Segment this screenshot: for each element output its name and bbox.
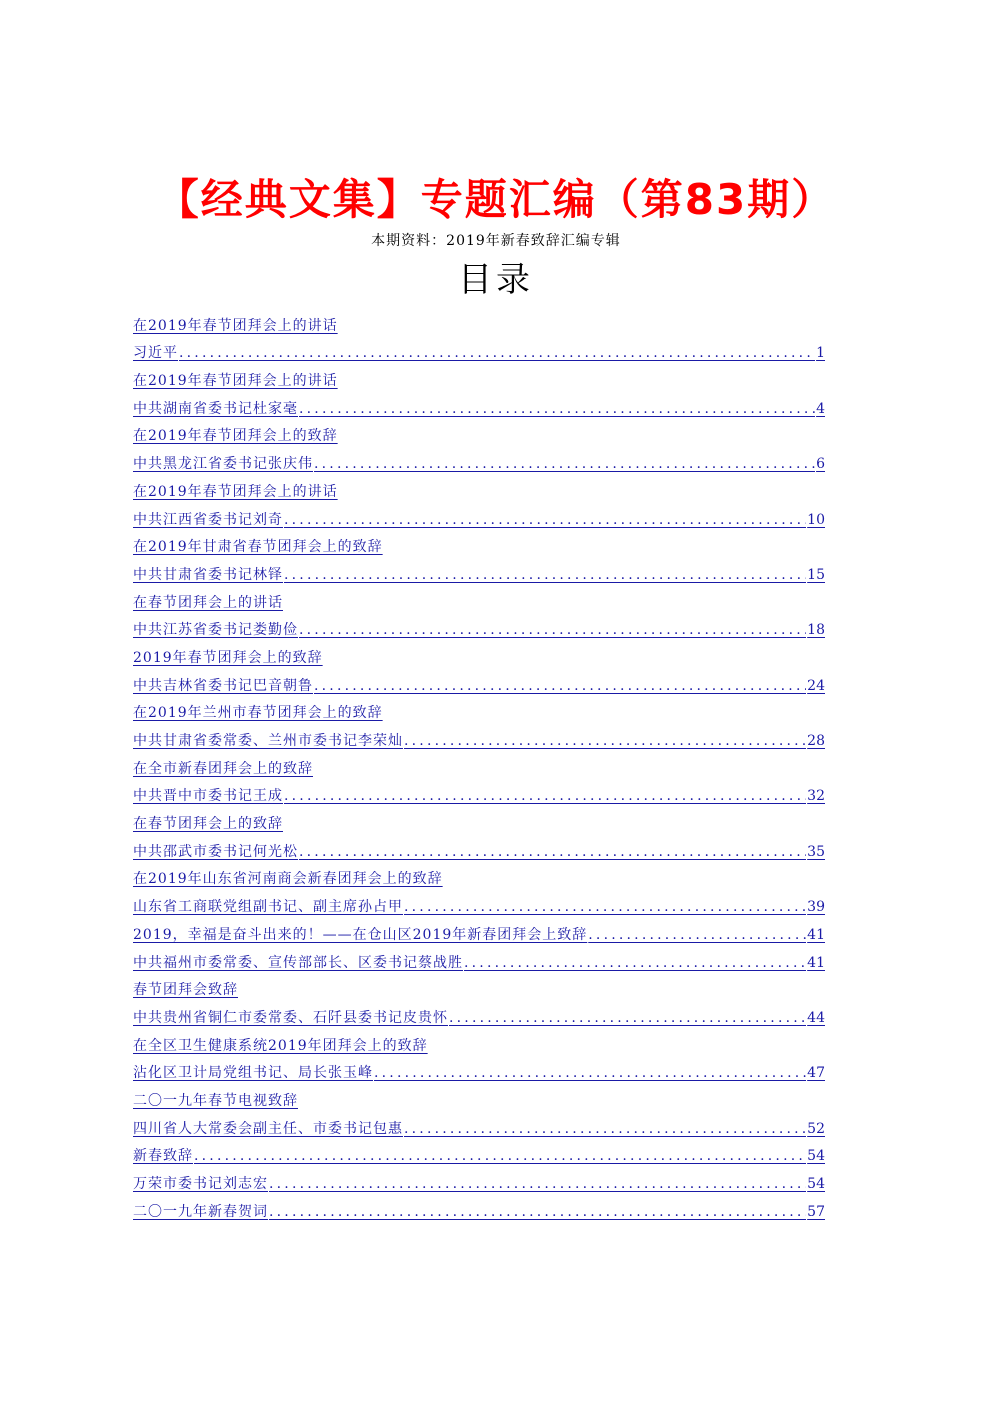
toc-entry[interactable] bbox=[133, 973, 825, 1001]
toc-entry-text[interactable]: 新春致辞 bbox=[133, 1148, 193, 1165]
toc-entry-text[interactable]: 在2019年春节团拜会上的致辞 bbox=[133, 428, 338, 445]
toc-dot-leader bbox=[299, 620, 806, 640]
toc-dot-leader bbox=[269, 1202, 806, 1222]
toc-entry-text[interactable]: 二〇一九年新春贺词 bbox=[133, 1203, 268, 1220]
toc-page-number[interactable]: 15 bbox=[807, 566, 825, 583]
toc-dot-leader bbox=[284, 565, 806, 585]
document-subtitle: 本期资料：2019年新春致辞汇编专辑 bbox=[371, 233, 621, 249]
toc-page-number[interactable]: 6 bbox=[816, 456, 825, 473]
toc-entry[interactable] bbox=[133, 502, 825, 530]
toc-entry-text[interactable]: 中共贵州省铜仁市委常委、石阡县委书记皮贵怀 bbox=[133, 1009, 448, 1026]
toc-entry[interactable] bbox=[133, 1166, 825, 1194]
toc-page-number[interactable]: 10 bbox=[807, 511, 825, 528]
toc-dot-leader bbox=[314, 454, 815, 474]
toc-entry-text[interactable]: 中共晋中市委书记王成 bbox=[133, 788, 283, 805]
toc-entry[interactable] bbox=[133, 1083, 825, 1111]
toc-entry-text[interactable]: 2019年春节团拜会上的致辞 bbox=[133, 649, 323, 666]
toc-entry-text[interactable]: 在2019年春节团拜会上的讲话 bbox=[133, 483, 338, 500]
toc-entry-text[interactable]: 在春节团拜会上的讲话 bbox=[133, 594, 283, 611]
toc-entry-text[interactable]: 2019，幸福是奋斗出来的！——在仓山区2019年新春团拜会上致辞 bbox=[133, 926, 588, 943]
toc-entry-text[interactable]: 山东省工商联党组副书记、副主席孙占甲 bbox=[133, 899, 403, 916]
toc-dot-leader bbox=[179, 343, 815, 363]
toc-entry-text[interactable]: 中共黑龙江省委书记张庆伟 bbox=[133, 456, 313, 473]
toc-entry[interactable] bbox=[133, 806, 825, 834]
toc-entry[interactable] bbox=[133, 613, 825, 641]
toc-dot-leader bbox=[404, 897, 806, 917]
toc-entry-text[interactable]: 在春节团拜会上的致辞 bbox=[133, 816, 283, 833]
toc-dot-leader bbox=[449, 1008, 806, 1028]
toc-page-number[interactable]: 41 bbox=[807, 926, 825, 943]
toc-entry[interactable] bbox=[133, 530, 825, 558]
toc-page-number[interactable]: 4 bbox=[816, 400, 825, 417]
toc-entry[interactable] bbox=[133, 1194, 825, 1222]
toc-entry-text[interactable]: 在2019年兰州市春节团拜会上的致辞 bbox=[133, 705, 383, 722]
toc-page-number[interactable]: 24 bbox=[807, 677, 825, 694]
toc-entry-text[interactable]: 沾化区卫计局党组书记、局长张玉峰 bbox=[133, 1065, 373, 1082]
toc-heading: 目录 bbox=[458, 260, 534, 300]
toc-entry[interactable] bbox=[133, 557, 825, 585]
toc-entry-text[interactable]: 中共甘肃省委书记林铎 bbox=[133, 566, 283, 583]
toc-entry[interactable] bbox=[133, 751, 825, 779]
table-of-contents bbox=[133, 308, 825, 1222]
toc-page-number[interactable]: 52 bbox=[807, 1120, 825, 1137]
toc-page-number[interactable]: 32 bbox=[807, 788, 825, 805]
toc-page-number[interactable]: 35 bbox=[807, 843, 825, 860]
toc-entry[interactable] bbox=[133, 834, 825, 862]
toc-entry-text[interactable]: 中共江苏省委书记娄勤俭 bbox=[133, 622, 298, 639]
toc-entry-text[interactable]: 二〇一九年春节电视致辞 bbox=[133, 1092, 298, 1109]
toc-page-number[interactable]: 47 bbox=[807, 1065, 825, 1082]
toc-entry-text[interactable]: 中共邵武市委书记何光松 bbox=[133, 843, 298, 860]
toc-dot-leader bbox=[314, 676, 806, 696]
toc-entry-text[interactable]: 在全市新春团拜会上的致辞 bbox=[133, 760, 313, 777]
toc-page-number[interactable]: 39 bbox=[807, 899, 825, 916]
toc-entry[interactable] bbox=[133, 889, 825, 917]
toc-dot-leader bbox=[284, 510, 806, 530]
toc-entry[interactable] bbox=[133, 585, 825, 613]
toc-entry-text[interactable]: 四川省人大常委会副主任、市委书记包惠 bbox=[133, 1120, 403, 1137]
toc-dot-leader bbox=[374, 1063, 806, 1083]
toc-entry[interactable] bbox=[133, 723, 825, 751]
toc-dot-leader bbox=[588, 925, 806, 945]
toc-entry[interactable] bbox=[133, 945, 825, 973]
toc-dot-leader bbox=[299, 399, 815, 419]
toc-entry[interactable] bbox=[133, 1111, 825, 1139]
toc-entry[interactable] bbox=[133, 1028, 825, 1056]
toc-dot-leader bbox=[404, 1119, 806, 1139]
toc-entry[interactable] bbox=[133, 391, 825, 419]
toc-dot-leader bbox=[284, 786, 806, 806]
toc-page-number[interactable]: 1 bbox=[816, 345, 825, 362]
toc-entry[interactable] bbox=[133, 1000, 825, 1028]
toc-entry-text[interactable]: 中共湖南省委书记杜家毫 bbox=[133, 400, 298, 417]
toc-entry-text[interactable]: 中共吉林省委书记巴音朝鲁 bbox=[133, 677, 313, 694]
toc-entry[interactable] bbox=[133, 446, 825, 474]
toc-entry-text[interactable]: 在2019年春节团拜会上的讲话 bbox=[133, 373, 338, 390]
toc-entry[interactable] bbox=[133, 363, 825, 391]
toc-dot-leader bbox=[404, 731, 806, 751]
toc-entry[interactable] bbox=[133, 862, 825, 890]
toc-entry[interactable] bbox=[133, 308, 825, 336]
toc-page-number[interactable]: 44 bbox=[807, 1009, 825, 1026]
toc-page-number[interactable]: 41 bbox=[807, 954, 825, 971]
toc-entry[interactable] bbox=[133, 640, 825, 668]
toc-entry[interactable] bbox=[133, 668, 825, 696]
toc-entry[interactable] bbox=[133, 1139, 825, 1167]
toc-entry-text[interactable]: 中共福州市委常委、宣传部部长、区委书记蔡战胜 bbox=[133, 954, 463, 971]
toc-entry-text[interactable]: 在2019年春节团拜会上的讲话 bbox=[133, 317, 338, 334]
toc-dot-leader bbox=[464, 953, 806, 973]
toc-entry-text[interactable]: 万荣市委书记刘志宏 bbox=[133, 1176, 268, 1192]
toc-entry[interactable] bbox=[133, 917, 825, 945]
toc-entry-text[interactable]: 春节团拜会致辞 bbox=[133, 982, 238, 999]
toc-page-number[interactable]: 54 bbox=[807, 1148, 825, 1165]
toc-entry[interactable] bbox=[133, 419, 825, 447]
toc-page-number[interactable]: 18 bbox=[807, 622, 825, 639]
toc-entry[interactable] bbox=[133, 696, 825, 724]
toc-dot-leader bbox=[269, 1174, 806, 1194]
toc-entry[interactable] bbox=[133, 474, 825, 502]
toc-entry-text[interactable]: 中共江西省委书记刘奇 bbox=[133, 511, 283, 528]
toc-entry-text[interactable]: 在全区卫生健康系统2019年团拜会上的致辞 bbox=[133, 1037, 428, 1054]
toc-dot-leader bbox=[194, 1146, 806, 1166]
document-title: 【经典文集】专题汇编（第83期） bbox=[156, 175, 836, 224]
toc-entry[interactable] bbox=[133, 1056, 825, 1084]
toc-page-number[interactable]: 54 bbox=[807, 1176, 825, 1192]
toc-entry[interactable] bbox=[133, 336, 825, 364]
toc-entry-text[interactable]: 习近平 bbox=[133, 345, 178, 362]
toc-page-number[interactable]: 57 bbox=[807, 1203, 825, 1220]
toc-page-number[interactable]: 28 bbox=[807, 733, 825, 749]
toc-entry-text[interactable]: 在2019年甘肃省春节团拜会上的致辞 bbox=[133, 539, 383, 556]
toc-entry-text[interactable]: 中共甘肃省委常委、兰州市委书记李荣灿 bbox=[133, 733, 403, 749]
toc-entry[interactable] bbox=[133, 779, 825, 807]
toc-entry-text[interactable]: 在2019年山东省河南商会新春团拜会上的致辞 bbox=[133, 871, 443, 888]
toc-dot-leader bbox=[299, 842, 806, 862]
